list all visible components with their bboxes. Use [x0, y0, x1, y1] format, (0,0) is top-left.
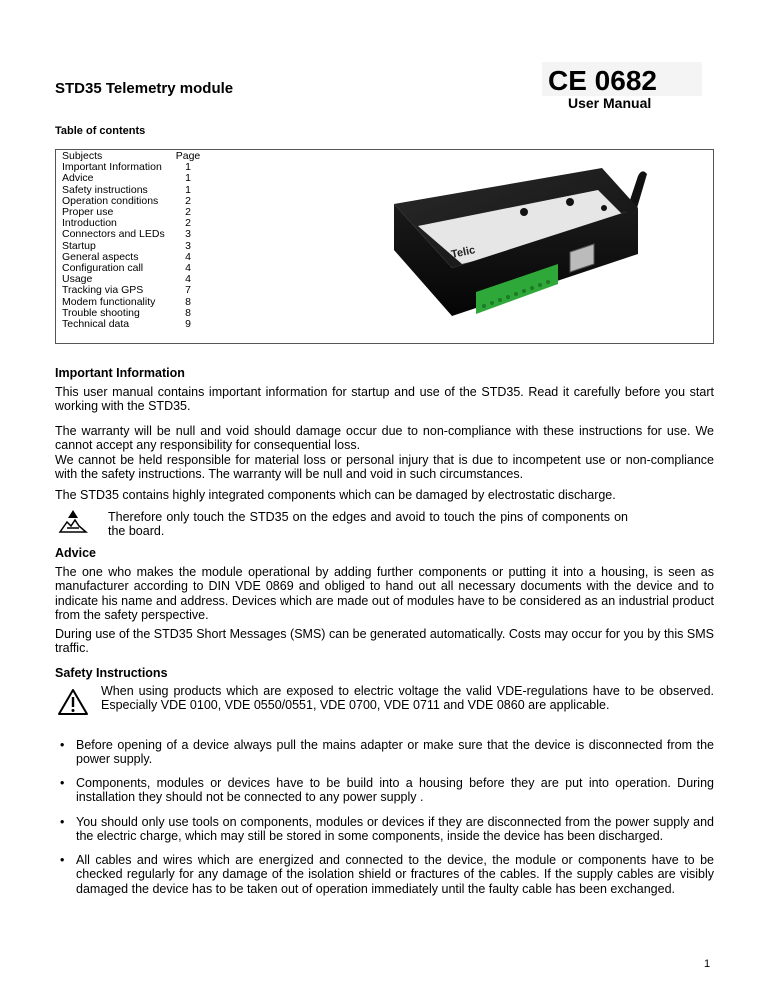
important-paragraph-4: The STD35 contains highly integrated components which can be damaged by electrostatic discharge. [55, 488, 616, 502]
toc-subject: Important Information [62, 161, 162, 174]
toc-subject: Trouble shooting [62, 306, 140, 319]
important-information-heading: Important Information [55, 366, 185, 380]
toc-subject: Connectors and LEDs [62, 228, 165, 241]
important-paragraph-3: We cannot be held responsible for material loss or personal injury that is due to incompetent use or non-compliance with the safety instructions. The warranty will be null and void in such circumstances. [55, 453, 714, 482]
esd-warning-icon [57, 508, 89, 534]
important-paragraph-2: The warranty will be null and void should damage occur due to non-compliance with these instructions for use. We cannot accept any responsibility for consequential loss. [55, 424, 714, 453]
toc-subject: Tracking via GPS [62, 284, 144, 297]
toc-subject: Modem functionality [62, 295, 156, 308]
toc-page: 8 [185, 306, 191, 319]
toc-subject: Usage [62, 273, 93, 286]
toc-page: 4 [185, 262, 191, 275]
toc-page: 9 [185, 318, 191, 331]
toc-page: 1 [185, 183, 191, 196]
toc-row [62, 229, 202, 240]
toc-subject: Configuration call [62, 262, 144, 275]
bullet-marker: • [60, 738, 65, 752]
safety-instructions-heading: Safety Instructions [55, 666, 168, 680]
toc-subject: Operation conditions [62, 194, 159, 207]
toc-page: 2 [185, 206, 191, 219]
safety-bullet-1: Before opening of a device always pull the mains adapter or make sure that the device is disconnected from the power supply. [76, 738, 714, 767]
advice-heading: Advice [55, 546, 96, 560]
ce-mark-text: CE 0682 [548, 65, 657, 96]
advice-paragraph-2: During use of the STD35 Short Messages (SMS) can be generated automatically. Costs may occur for you by this SMS traffic. [55, 627, 714, 656]
toc-list [62, 151, 202, 330]
toc-page: 3 [185, 239, 191, 252]
led-2 [566, 198, 574, 206]
product-photo [392, 156, 654, 334]
toc-subject: General aspects [62, 250, 139, 263]
toc-page: 7 [185, 284, 191, 297]
safety-warning-text: When using products which are exposed to electric voltage the valid VDE-regulations have to be observed. Especially VDE 0100, VDE 0550/0551, VDE 0700, VDE 0711 and VDE 0860 are applicable. [101, 684, 714, 713]
led-1 [520, 208, 528, 216]
toc-page: 8 [185, 295, 191, 308]
toc-page: 4 [185, 273, 191, 286]
esd-note: Therefore only touch the STD35 on the edges and avoid to touch the pins of components on the board. [108, 510, 628, 539]
advice-paragraph-1: The one who makes the module operational by adding further components or putting it into a housing, is seen as manufacturer according to DIN VDE 0869 and obliged to hand out all necessary documents with the device and to indicate his name and address. Devices which are made out of modules have to be considered as an industrial product from the safety perspective. [55, 565, 714, 622]
toc-subject: Technical data [62, 318, 130, 331]
safety-bullet-3: You should only use tools on components, modules or devices if they are disconnected from the power supply and the electric charge, which may still be stored in some components, inside the device has been discharged. [76, 815, 714, 844]
toc-page: 2 [185, 217, 191, 230]
toc-subject: Safety instructions [62, 183, 148, 196]
photo-brand: Telic [450, 244, 477, 261]
bullet-marker: • [60, 815, 65, 829]
safety-bullet-2: Components, modules or devices have to be build into a housing before they are put into operation. During installation they should not be connected to any power supply . [76, 776, 714, 805]
electric-warning-icon [57, 688, 89, 716]
bullet-marker: • [60, 776, 65, 790]
toc-heading: Table of contents [55, 125, 146, 137]
toc-page: 1 [185, 161, 191, 174]
safety-bullet-4: All cables and wires which are energized and connected to the device, the module or components have to be checked regularly for any damage of the isolation shield or fractures of the cables. If the supply cables are visibly damaged the device has to be taken out of operation immediately until the faulty cable has been exchanged. [76, 853, 714, 896]
document-title: STD35 Telemetry module [55, 80, 234, 97]
ce-certification-mark [542, 62, 702, 96]
toc-subject: Proper use [62, 206, 114, 219]
toc-page: 3 [185, 228, 191, 241]
toc-row [62, 319, 202, 330]
toc-page: 2 [185, 194, 191, 207]
toc-subject: Advice [62, 172, 94, 185]
toc-row [62, 285, 202, 296]
toc-subject: Introduction [62, 217, 117, 230]
toc-subject: Subjects [62, 150, 103, 162]
important-paragraph-1: This user manual contains important information for startup and use of the STD35. Read it carefully before you start working with the STD35. [55, 385, 714, 414]
toc-subject: Startup [62, 239, 96, 252]
page-number: 1 [704, 958, 711, 970]
user-manual-label: User Manual [568, 95, 652, 111]
toc-page: 1 [185, 172, 191, 185]
bullet-marker: • [60, 853, 65, 867]
toc-page: Page [175, 150, 201, 162]
toc-row [62, 173, 202, 184]
toc-page: 4 [185, 250, 191, 263]
led-3 [601, 205, 607, 211]
